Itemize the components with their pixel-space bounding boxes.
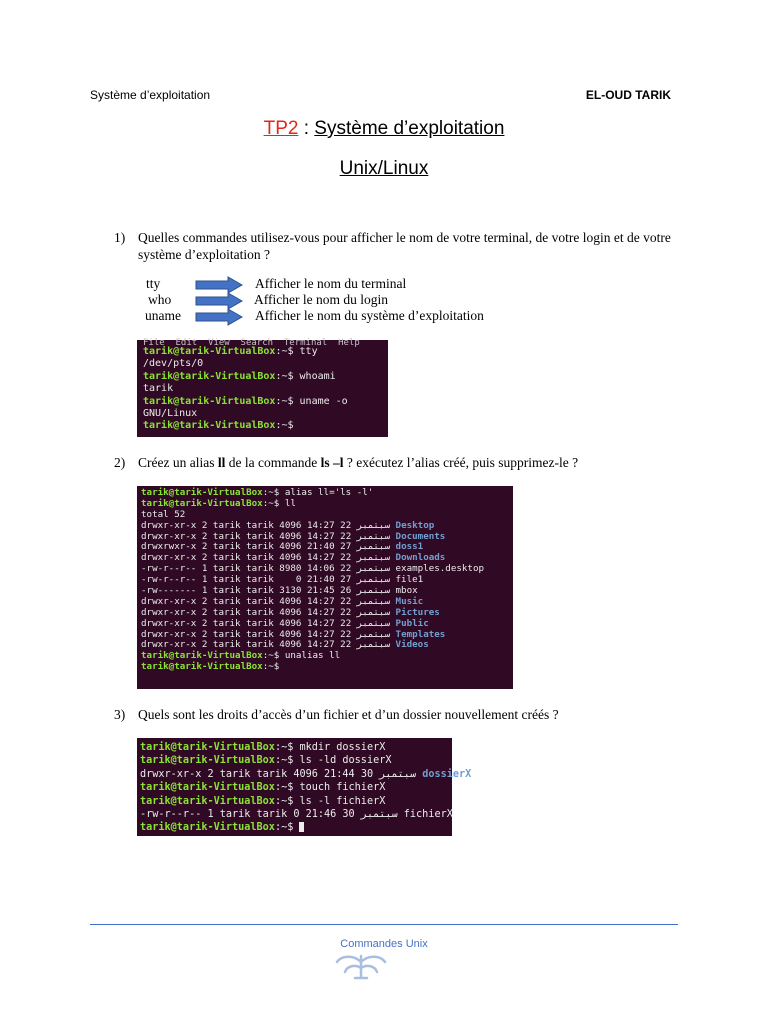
terminal-screenshot-2 (137, 486, 513, 689)
q2-text-pre: Créez un alias (138, 455, 218, 470)
terminal-screenshot-1 (137, 340, 388, 437)
terminal-directory-name: Templates (395, 628, 446, 640)
terminal-command: :~$ (275, 420, 294, 432)
terminal-directory-name: Desktop (395, 519, 435, 531)
terminal-line (143, 371, 388, 383)
terminal-prompt: tarik@tarik-VirtualBox (141, 487, 263, 498)
ornament-icon (333, 952, 389, 982)
terminal-prompt: tarik@tarik-VirtualBox (140, 742, 275, 753)
cmd-uname: uname (145, 308, 181, 323)
terminal-command: :~$ ll (262, 497, 296, 509)
terminal-output: drwxr-xr-x 2 tarik tarik 4096 سبتمبر 22 14:27 (141, 530, 396, 542)
terminal-line (140, 754, 452, 767)
terminal-directory-name: Pictures (395, 606, 440, 618)
terminal-command: :~$ alias ll='ls -l' (262, 487, 374, 498)
terminal-command: :~$ ls -ld dossierX (274, 755, 392, 767)
terminal-command: :~$ unalias ll (262, 650, 341, 662)
q1-number: 1) (114, 230, 126, 245)
terminal-command: :~$ touch fichierX (274, 782, 386, 794)
terminal-output: drwxr-xr-x 2 tarik tarik 4096 سبتمبر 22 14:27 (141, 595, 396, 607)
terminal-line (140, 768, 472, 781)
terminal-output: -rw-r--r-- 1 tarik tarik 0 سبتمبر 30 21:46 fichierX (140, 808, 453, 820)
terminal-directory-name: Documents (395, 530, 446, 542)
terminal-output: drwxr-xr-x 2 tarik tarik 4096 سبتمبر 22 14:27 (141, 552, 396, 564)
terminal-line (140, 808, 452, 821)
arrow-right-icon (196, 309, 242, 325)
terminal-directory-name: Music (395, 595, 424, 607)
terminal-directory-name: Public (395, 617, 429, 629)
terminal-line (140, 741, 452, 754)
terminal-command: :~$ ls -l fichierX (274, 795, 386, 807)
terminal-output: -rw-r--r-- 1 tarik tarik 8980 سبتمبر 22 14:06 examples.desktop (141, 563, 485, 575)
header-right: EL-OUD TARIK (585, 88, 671, 102)
terminal-command: :~$ tty (275, 346, 318, 357)
terminal-output: drwxr-xr-x 2 tarik tarik 4096 سبتمبر 22 14:27 (141, 617, 396, 629)
terminal-prompt: tarik@tarik-VirtualBox (143, 346, 276, 357)
terminal-prompt: tarik@tarik-VirtualBox (140, 822, 275, 834)
terminal-menubar: File Edit View Search Terminal Help (143, 338, 360, 348)
terminal-directory-name: dossierX (422, 768, 472, 780)
header-left: Système d’exploitation (90, 88, 211, 102)
terminal-directory-name: Downloads (395, 552, 446, 564)
terminal-output: GNU/Linux (143, 407, 198, 419)
footer-divider (90, 924, 678, 925)
terminal-line (140, 781, 452, 794)
q1-text: Quelles commandes utilisez-vous pour afficher le nom de votre terminal, de votre login et de votre système d’exploitation ? (138, 230, 671, 262)
terminal-output: /dev/pts/0 (143, 358, 204, 370)
terminal-prompt: tarik@tarik-VirtualBox (141, 497, 263, 509)
page-title (0, 118, 768, 140)
terminal-prompt: tarik@tarik-VirtualBox (143, 420, 276, 432)
q2-text-mid: de la commande (225, 455, 321, 470)
terminal-prompt: tarik@tarik-VirtualBox (140, 782, 275, 794)
terminal-command: :~$ (262, 661, 280, 673)
terminal-directory-name: Videos (395, 639, 429, 651)
terminal-cursor (299, 822, 304, 832)
terminal-prompt: tarik@tarik-VirtualBox (140, 795, 275, 807)
terminal-command: :~$ mkdir dossierX (274, 742, 386, 753)
q2-alias-name: ll (217, 455, 226, 470)
terminal-output: drwxr-xr-x 2 tarik tarik 4096 سبتمبر 22 14:27 (141, 628, 396, 640)
terminal-line (143, 396, 388, 408)
terminal-output: -rw-r--r-- 1 tarik tarik 0 سبتمبر 27 21:40 file1 (141, 574, 424, 586)
title-sep: : (298, 118, 315, 139)
desc-who: Afficher le nom du login (254, 292, 388, 307)
terminal-line (143, 383, 388, 395)
terminal-directory-name: doss1 (395, 541, 424, 553)
terminal-output: total 52 (141, 508, 186, 520)
footer-label: Commandes Unix (340, 938, 428, 950)
q2-text (138, 454, 678, 471)
terminal-line (143, 358, 388, 370)
terminal-line (143, 408, 388, 420)
q3-number: 3) (114, 707, 126, 722)
terminal-line (141, 499, 513, 510)
terminal-prompt: tarik@tarik-VirtualBox (141, 650, 263, 662)
terminal-line (140, 821, 452, 834)
terminal-prompt: tarik@tarik-VirtualBox (143, 370, 276, 382)
q2-number: 2) (114, 455, 126, 470)
terminal-command: :~$ uname -o (275, 395, 348, 407)
page-subtitle (0, 158, 768, 180)
q2-text-post: ? exécutez l’alias créé, puis supprimez-le ? (343, 455, 579, 470)
q3-text: Quels sont les droits d’accès d’un fichier et d’un dossier nouvellement créés ? (138, 707, 559, 722)
terminal-output: drwxrwxr-x 2 tarik tarik 4096 سبتمبر 27 21:40 (141, 541, 396, 553)
title-main: Système d’exploitation (314, 118, 505, 139)
title-tp: TP2 (263, 118, 299, 139)
terminal-command: :~$ whoami (275, 370, 336, 382)
terminal-line (143, 420, 388, 432)
terminal-line (141, 662, 513, 673)
terminal-output: -rw------- 1 tarik tarik 3130 سبتمبر 26 21:45 mbox (141, 585, 418, 597)
cmd-tty: tty (146, 276, 161, 291)
terminal-prompt: tarik@tarik-VirtualBox (140, 755, 275, 767)
desc-tty: Afficher le nom du terminal (255, 276, 407, 291)
terminal-output: drwxr-xr-x 2 tarik tarik 4096 سبتمبر 22 14:27 (141, 606, 396, 618)
terminal-command: :~$ (274, 822, 300, 834)
title-sub: Unix/Linux (339, 158, 429, 179)
terminal-output: drwxr-xr-x 2 tarik tarik 4096 سبتمبر 30 21:44 (140, 768, 423, 780)
desc-uname: Afficher le nom du système d’exploitation (255, 308, 484, 323)
terminal-output: tarik (143, 383, 174, 395)
arrow-right-icon (196, 277, 242, 293)
terminal-output: drwxr-xr-x 2 tarik tarik 4096 سبتمبر 22 14:27 (141, 519, 396, 531)
terminal-prompt: tarik@tarik-VirtualBox (143, 395, 276, 407)
terminal-output: drwxr-xr-x 2 tarik tarik 4096 سبتمبر 22 14:27 (141, 639, 396, 651)
terminal-prompt: tarik@tarik-VirtualBox (141, 661, 263, 673)
terminal-screenshot-3 (137, 738, 472, 836)
terminal-line (140, 795, 452, 808)
arrow-right-icon (196, 293, 242, 309)
q2-command: ls –l (320, 455, 344, 470)
cmd-who: who (148, 292, 172, 307)
